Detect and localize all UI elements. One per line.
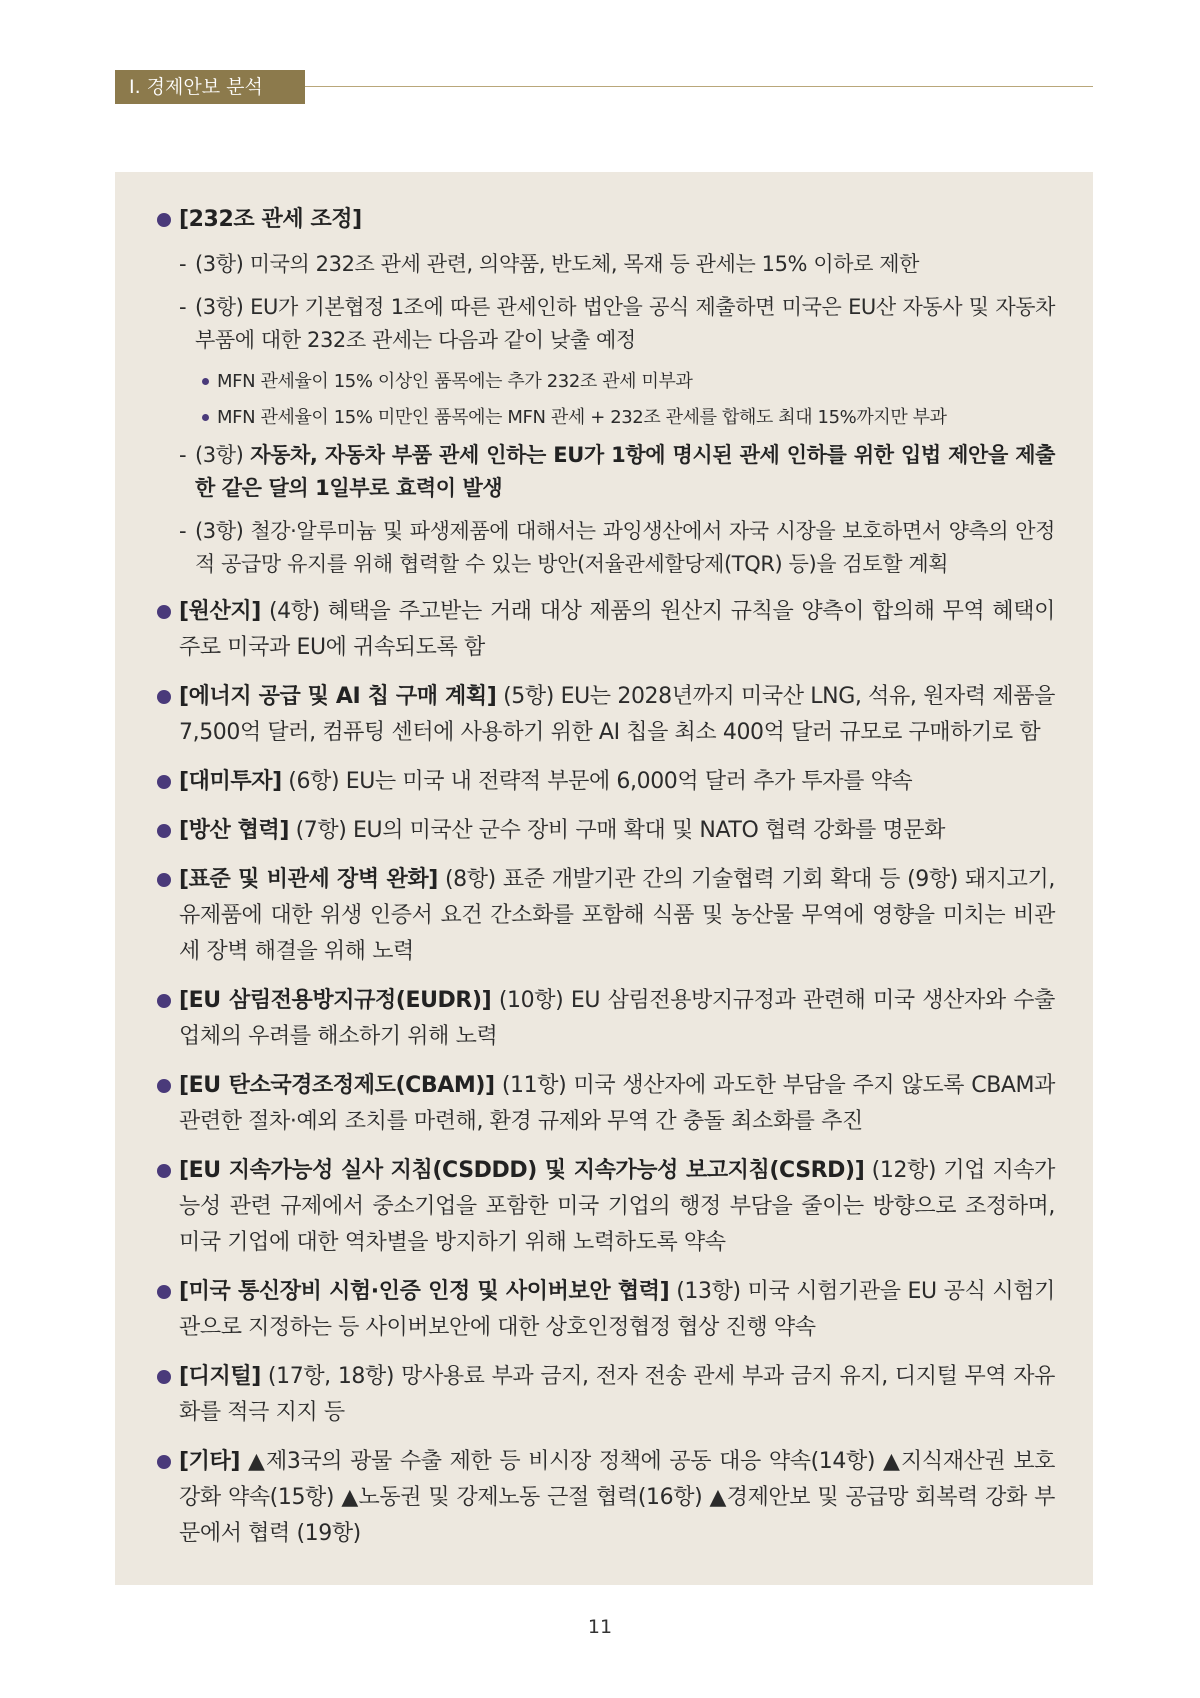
bullet-title: [대미투자] [179, 769, 282, 794]
bullet-origin [157, 594, 1055, 666]
bullet-defense [157, 813, 1055, 849]
sub-item: - (3항) EU가 기본협정 1조에 따른 관세인하 법안을 공식 제출하면 미국은 EU산 자동사 및 자동차 부품에 대한 232조 관세는 다음과 같이 낮출 예정 [157, 291, 1055, 357]
content-box [115, 172, 1093, 1585]
bullet-text: (6항) EU는 미국 내 전략적 부문에 6,000억 달러 추가 투자를 약속 [281, 769, 913, 794]
bullet-text: (17항, 18항) 망사용료 부과 금지, 전자 전송 관세 부과 금지 유지, 디지털 무역 자유화를 적극 지지 등 [179, 1364, 1055, 1425]
dot-item: MFN 관세율이 15% 이상인 품목에는 추가 232조 관세 미부과 [157, 367, 1055, 397]
bullet-title: [EU 탄소국경조정제도(CBAM)] [179, 1073, 495, 1098]
bullet-232-tariff [157, 202, 1055, 238]
bullet-title: [232조 관세 조정] [179, 207, 362, 232]
bullet-text: (13항) 미국 시험기관을 EU 공식 시험기관으로 지정하는 등 사이버보안에 대한 상호인정협정 협상 진행 약속 [179, 1279, 1055, 1340]
bullet-energy [157, 679, 1055, 751]
sub-item-emphasis [157, 439, 1055, 505]
bullet-digital [157, 1359, 1055, 1431]
bullet-text: (12항) 기업 지속가능성 관련 규제에서 중소기업을 포함한 미국 기업의 행정 부담을 줄이는 방향으로 조정하며, 미국 기업에 대한 역차별을 방지하기 위해 노력하도록 약속 [179, 1158, 1056, 1255]
sub-item: - (3항) 미국의 232조 관세 관련, 의약품, 반도체, 목재 등 관세는 15% 이하로 제한 [157, 248, 1055, 281]
bullet-text: (11항) 미국 생산자에 과도한 부담을 주지 않도록 CBAM과 관련한 절차·예외 조치를 마련해, 환경 규제와 무역 간 충돌 최소화를 추진 [179, 1073, 1055, 1134]
page-number: 11 [587, 1616, 613, 1638]
bullet-other [157, 1444, 1055, 1552]
bullet-eudr [157, 983, 1055, 1055]
bullet-invest [157, 764, 1055, 800]
header-divider [305, 86, 1093, 87]
bullet-cbam [157, 1068, 1055, 1140]
bullet-text: (4항) 혜택을 주고받는 거래 대상 제품의 원산지 규칙을 양측이 합의해 무역 혜택이 주로 미국과 EU에 귀속되도록 함 [179, 599, 1055, 660]
bullet-standards [157, 862, 1055, 970]
bullet-text: (10항) EU 삼림전용방지규정과 관련해 미국 생산자와 수출업체의 우려를 해소하기 위해 노력 [179, 988, 1055, 1049]
bullet-text: (8항) 표준 개발기관 간의 기술협력 기회 확대 등 (9항) 돼지고기, 유제품에 대한 위생 인증서 요건 간소화를 포함해 식품 및 농산물 무역에 영향을 미치는 비관세 장벽 해결을 위해 노력 [179, 867, 1055, 964]
bullet-csddd [157, 1153, 1055, 1261]
bullet-text: (7항) EU의 미국산 군수 장비 구매 확대 및 NATO 협력 강화를 명문화 [288, 818, 945, 843]
section-title: Ⅰ. 경제안보 분석 [129, 76, 263, 98]
section-header-tab [115, 70, 305, 104]
bullet-telecom [157, 1274, 1055, 1346]
bullet-title: [디지털] [179, 1364, 261, 1389]
bullet-title: [표준 및 비관세 장벽 완화] [179, 867, 438, 892]
sub-item: - (3항) 철강·알루미늄 및 파생제품에 대해서는 과잉생산에서 자국 시장을 보호하면서 양측의 안정적 공급망 유지를 위해 협력할 수 있는 방안(저율관세할당제(TQR) 등)을 검토할 계획 [157, 515, 1055, 581]
bullet-title: [기타] [179, 1449, 241, 1474]
bullet-title: [에너지 공급 및 AI 칩 구매 계획] [179, 684, 497, 709]
dot-item: MFN 관세율이 15% 미만인 품목에는 MFN 관세 + 232조 관세를 합해도 최대 15%까지만 부과 [157, 403, 1055, 433]
bullet-title: [EU 지속가능성 실사 지침(CSDDD) 및 지속가능성 보고지침(CSRD)] [179, 1158, 865, 1183]
sub-item-prefix: (3항) [195, 443, 251, 467]
bullet-text: (5항) EU는 2028년까지 미국산 LNG, 석유, 원자력 제품을 7,500억 달러, 컴퓨팅 센터에 사용하기 위한 AI 칩을 최소 400억 달러 규모로 구매하기로 함 [179, 684, 1055, 745]
bullet-title: [원산지] [179, 599, 261, 624]
bullet-title: [방산 협력] [179, 818, 289, 843]
bullet-text: ▲제3국의 광물 수출 제한 등 비시장 정책에 공동 대응 약속(14항) ▲지식재산권 보호 강화 약속(15항) ▲노동권 및 강제노동 근절 협력(16항) ▲경제안보 및 공급망 회복력 강화 부문에서 협력 (19항) [179, 1449, 1055, 1546]
bullet-title: [EU 삼림전용방지규정(EUDR)] [179, 988, 492, 1013]
sub-item-bold: 자동차, 자동차 부품 관세 인하는 EU가 1항에 명시된 관세 인하를 위한 입법 제안을 제출한 같은 달의 1일부로 효력이 발생 [195, 443, 1055, 500]
bullet-title: [미국 통신장비 시험·인증 인정 및 사이버보안 협력] [179, 1279, 670, 1304]
